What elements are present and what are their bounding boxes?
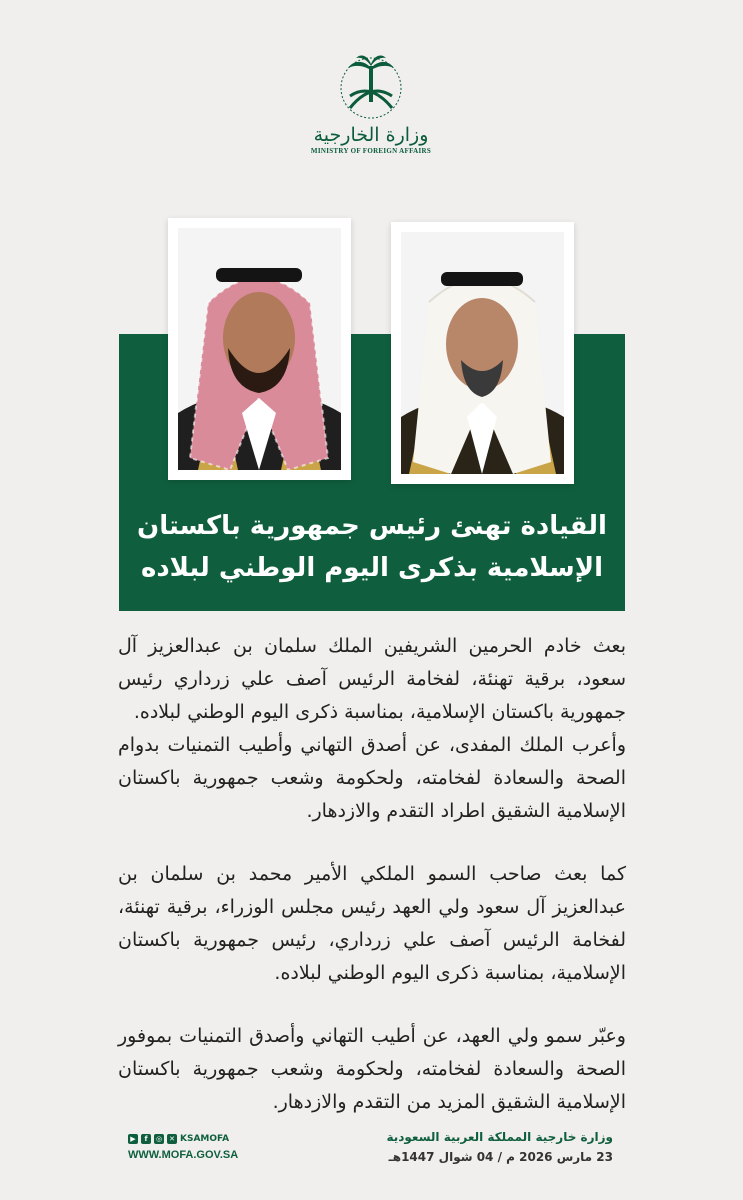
facebook-icon[interactable]: f — [141, 1134, 151, 1144]
social-row — [128, 1134, 258, 1144]
paragraph-1: بعث خادم الحرمين الشريفين الملك سلمان بن عبدالعزيز آل سعود، برقية تهنئة، لفخامة الرئيس آصف علي زرداري رئيس جمهورية باكستان الإسلامية، بمناسبة ذكرى اليوم الوطني لبلاده. — [118, 635, 626, 723]
article-body — [118, 630, 626, 1119]
footer-ministry-name: وزارة خارجية المملكة العربية السعودية — [386, 1130, 613, 1144]
paragraph-3: كما بعث صاحب السمو الملكي الأمير محمد بن سلمان بن عبدالعزيز آل سعود ولي العهد رئيس مجلس الوزراء، برقية تهنئة، لفخامة الرئيس آصف علي زرداري، رئيس جمهورية باكستان الإسلامية، بمناسبة ذكرى اليوم الوطني لبلاده. — [118, 863, 626, 984]
ministry-name-english: MINISTRY OF FOREIGN AFFAIRS — [310, 147, 432, 155]
paragraph-4: وعبّر سمو ولي العهد، عن أطيب التهاني وأصدق التمنيات بموفور الصحة والسعادة لفخامته، ولحكومة وشعب جمهورية باكستان الإسلامية الشقيق المزيد من التقدم والازدهار. — [118, 1025, 626, 1113]
ministry-name-arabic: وزارة الخارجية — [313, 124, 429, 146]
youtube-icon[interactable]: ▶ — [128, 1134, 138, 1144]
instagram-icon[interactable]: ◎ — [155, 1135, 163, 1143]
portrait-king-image — [401, 232, 564, 474]
footer-date: 23 مارس 2026 م / 04 شوال 1447هـ — [388, 1150, 613, 1164]
x-icon[interactable]: ✕ — [167, 1134, 177, 1144]
footer-info — [353, 1130, 613, 1164]
headline — [130, 505, 614, 589]
social-handle[interactable]: KSAMOFA — [180, 1134, 230, 1144]
headline-line-1: القيادة تهنئ رئيس جمهورية باكستان — [137, 511, 607, 541]
photo-left-frame — [168, 218, 351, 480]
headline-line-2: الإسلامية بذكرى اليوم الوطني لبلاده — [140, 553, 603, 583]
footer-social — [128, 1134, 258, 1161]
palm-swords-emblem-icon — [334, 52, 408, 122]
portrait-crown-prince-image — [178, 228, 341, 470]
website-link[interactable]: WWW.MOFA.GOV.SA — [128, 1149, 239, 1161]
paragraph-2: وأعرب الملك المفدى، عن أصدق التهاني وأطيب التمنيات بدوام الصحة والسعادة لفخامته، ولحكومة وشعب جمهورية باكستان الإسلامية الشقيق اطراد التقدم والازدهار. — [118, 734, 626, 822]
ministry-logo — [300, 52, 442, 155]
photo-right-frame — [391, 222, 574, 484]
